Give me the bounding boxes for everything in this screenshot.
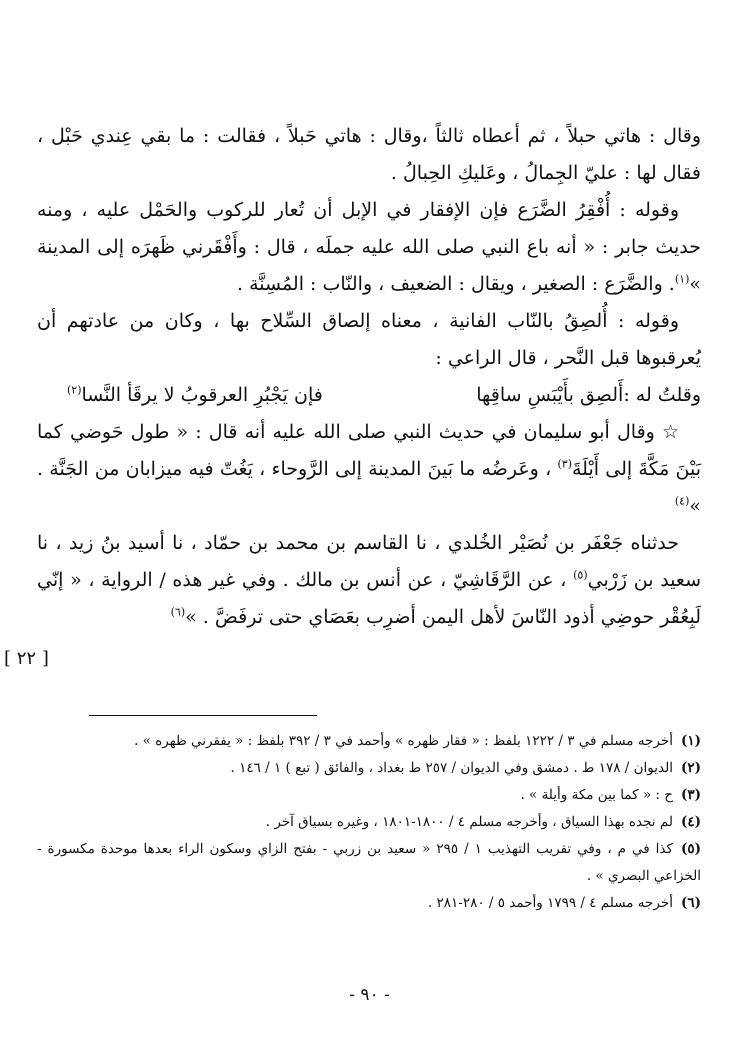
- verse-first-hemistich: وقلتُ له :أَلصِق بأَيْبَسِ ساقِها: [476, 384, 701, 406]
- paragraph-4: [37, 414, 701, 525]
- footnote-ref-1[interactable]: (١): [674, 272, 690, 286]
- footnote-4: [37, 809, 701, 836]
- paragraph-3-text: وقوله : أُلصِقُ بالنّاب الفانية ، معناه إلصاق السِّلاح بها ، وكان من عادتهم أن يُعرقبوها قبل النَّحر ، قال الراعي :: [37, 310, 701, 369]
- footnote-5: [37, 836, 701, 890]
- paragraph-1: [37, 118, 701, 192]
- footnote-ref-5[interactable]: (٥): [573, 568, 588, 582]
- footnotes: [37, 728, 701, 917]
- paragraph-5-text-b: ، عن الرَّقَاشِيّ ، عن أنس بن مالك . وفي غير هذه / الرواية ، « إنّي لَبِعُقْر حوضِي أذود النّاسَ لأهل اليمن أضرِب بعَصَاي حتى ترفَضَّ . »: [37, 569, 701, 628]
- footnote-number: (٥): [680, 841, 701, 857]
- paragraph-4-text-b: ، وعَرضُه ما بَينَ المدينة إلى الرَّوحاء ، يَغُتّ فيه ميزابان من الجَنَّة . »: [37, 458, 701, 517]
- footnote-2: [37, 755, 701, 782]
- paragraph-3: [37, 303, 701, 377]
- paragraph-2: [37, 192, 701, 303]
- footnote-ref-2[interactable]: (٢): [67, 383, 82, 397]
- footnote-ref-6[interactable]: (٦): [170, 605, 186, 619]
- footnote-text: لم نجده بهذا السياق ، وأخرجه مسلم ٤ / ١٨٠٠-١٨٠١ ، وغيره بسياق آخر .: [265, 814, 673, 830]
- footnote-number: (٢): [680, 760, 701, 776]
- footnote-3: [37, 782, 701, 809]
- footnote-text: ح : « كما بين مكة وأيلة » .: [520, 787, 673, 803]
- footnote-number: (٦): [680, 895, 701, 911]
- verse-second-hemistich: [67, 377, 323, 414]
- verse-second-text: فإن يَجْبُرِ العرقوبُ لا يرقَأ النَّسا: [81, 384, 323, 406]
- page-number: - ٩٠ -: [349, 985, 390, 1005]
- footnote-text: كذا في م ، وفي تقريب التهذيب ١ / ٢٩٥ « سعيد بن زربي - بفتح الزاي وسكون الراء بعدها موحدة مكسورة - الخزاعي البصري » .: [37, 841, 701, 884]
- footnote-ref-4[interactable]: (٤): [674, 494, 690, 508]
- paragraph-2-text: وقوله : أُفْقِرُ الضَّرَع فإن الإفقار في الإبل أن تُعار للركوب والحَمْل عليه ، ومنه حديث جابر : « أنه باع النبي صلى الله عليه جملَه ، قال : وأَفْقَرني ظَهرَه إلى المدينة »: [37, 199, 701, 295]
- paragraph-1-text: وقال : هاتي حبلاً ، ثم أعطاه ثالثاً ،وقال : هاتي حَبلاً ، فقالت : ما بقي عِندي حَبْل ، فقال لها : عليّ الجِمالُ ، وعَليكِ الحِبالُ .: [37, 125, 701, 184]
- footnote-number: (٣): [680, 787, 701, 803]
- paragraph-5-text-a: حدثناه جَعْفَر بن نُصَيْر الخُلدي ، نا القاسم بن محمد بن حمّاد ، نا أسيد بنُ زيد ، نا سعيد بن زَرْبي: [37, 532, 701, 591]
- paragraph-4-text-a: ☆ وقال أبو سليمان في حديث النبي صلى الله عليه أنه قال : « طول حَوضي كما بَيْنَ مَكَّةَ إلى أَيْلَةَ: [37, 421, 701, 480]
- footnote-text: أخرجه مسلم ٤ / ١٧٩٩ وأحمد ٥ / ٢٨٠-٢٨١ .: [427, 895, 673, 911]
- footnote-6: [37, 890, 701, 917]
- manuscript-page-marker: [ ٢٢ ]: [4, 648, 49, 669]
- footnote-ref-3[interactable]: (٣): [557, 457, 572, 471]
- footnote-text: الديوان / ١٧٨ ط . دمشق وفي الديوان / ٢٥٧ ط بغداد ، والفائق ( تبع ) ١ / ١٤٦ .: [230, 760, 673, 776]
- paragraph-5: [37, 525, 701, 636]
- main-text: [37, 118, 701, 636]
- footnote-number: (١): [680, 733, 701, 749]
- footnote-text: أخرجه مسلم في ٣ / ١٢٢٢ بلفظ : « فقار ظهره » وأحمد في ٣ / ٣٩٢ بلفظ : « يفقرني ظهره » .: [134, 733, 673, 749]
- poem-verse: [37, 377, 701, 414]
- footnote-separator: [89, 715, 317, 716]
- footnote-number: (٤): [680, 814, 701, 830]
- footnote-1: [37, 728, 701, 755]
- paragraph-2-tail: . والضَّرَع : الصغير ، ويقال : الضعيف ، والنّاب : المُسِنَّة .: [237, 273, 675, 295]
